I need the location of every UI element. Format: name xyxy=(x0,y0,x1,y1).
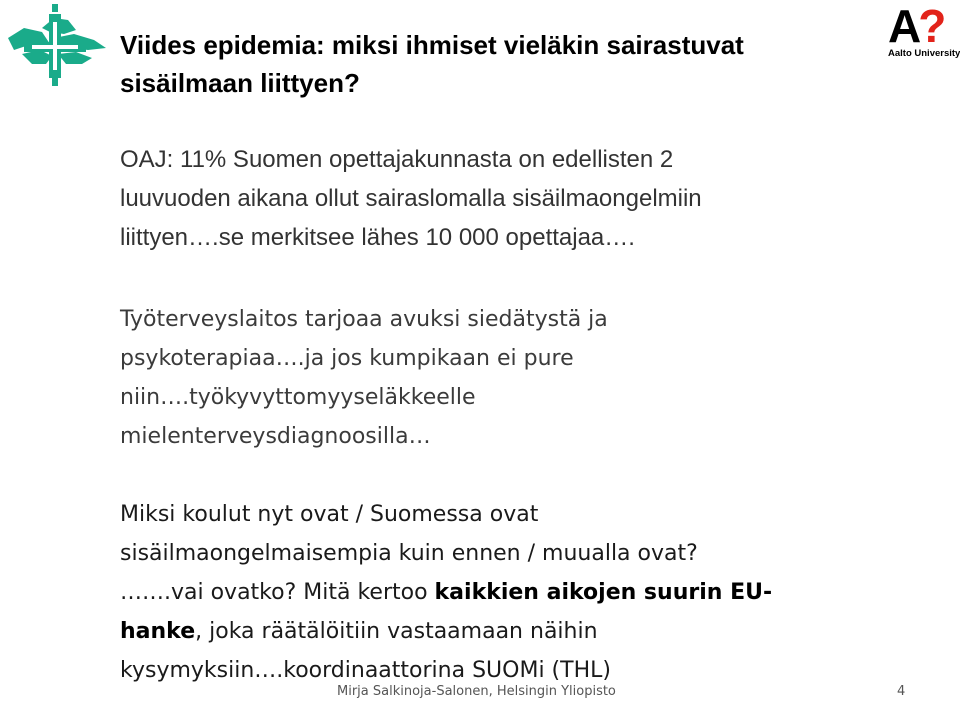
p3-line-1: Miksi koulut nyt ovat / Suomessa ovat xyxy=(120,502,539,527)
p3-line-4a-bold: hanke xyxy=(120,619,196,644)
p3-line-2: sisäilmaongelmaisempia kuin ennen / muualla ovat? xyxy=(120,541,698,566)
p3-line-3b-bold: kaikkien aikojen suurin EU- xyxy=(434,580,773,605)
aalto-mark-question: ? xyxy=(918,0,944,52)
p3-line-3a: …….vai ovatko? Mitä kertoo xyxy=(120,580,435,605)
aalto-mark-a: A xyxy=(888,0,919,52)
aalto-mark xyxy=(888,0,958,52)
title-line-1: Viides epidemia: miksi ihmiset vieläkin sairastuvat xyxy=(120,30,744,60)
helsinki-flame-logo-icon xyxy=(2,2,108,90)
title-line-2: sisäilmaan liittyen? xyxy=(120,68,360,98)
p1-line-2: luuvuoden aikana ollut sairaslomalla sisäilmaongelmiin xyxy=(120,185,702,212)
paragraph-oaj xyxy=(120,140,910,257)
aalto-name: Aalto University xyxy=(888,48,960,59)
page-number: 4 xyxy=(897,684,906,699)
p1-line-3: liittyen….se merkitsee lähes 10 000 opettajaa…. xyxy=(120,224,635,251)
p2-line-1: Työterveyslaitos tarjoaa avuksi siedätystä ja xyxy=(120,307,608,332)
aalto-university-logo xyxy=(888,0,960,62)
p2-line-4: mielenterveysdiagnoosilla… xyxy=(120,424,431,449)
paragraph-miksi-koulut xyxy=(120,495,910,690)
slide-footer: Mirja Salkinoja-Salonen, Helsingin Yliopisto xyxy=(337,684,616,699)
p3-line-4b: , joka räätälöitiin vastaamaan näihin xyxy=(195,619,598,644)
p3-line-5: kysymyksiin….koordinaattorina SUOMi (THL) xyxy=(120,658,611,683)
slide-title xyxy=(120,26,880,102)
p1-line-1: OAJ: 11% Suomen opettajakunnasta on edellisten 2 xyxy=(120,146,674,173)
paragraph-tyoterveyslaitos xyxy=(120,300,910,456)
p2-line-2: psykoterapiaa….ja jos kumpikaan ei pure xyxy=(120,346,574,371)
p2-line-3: niin….työkyvyttomyyseläkkeelle xyxy=(120,385,476,410)
